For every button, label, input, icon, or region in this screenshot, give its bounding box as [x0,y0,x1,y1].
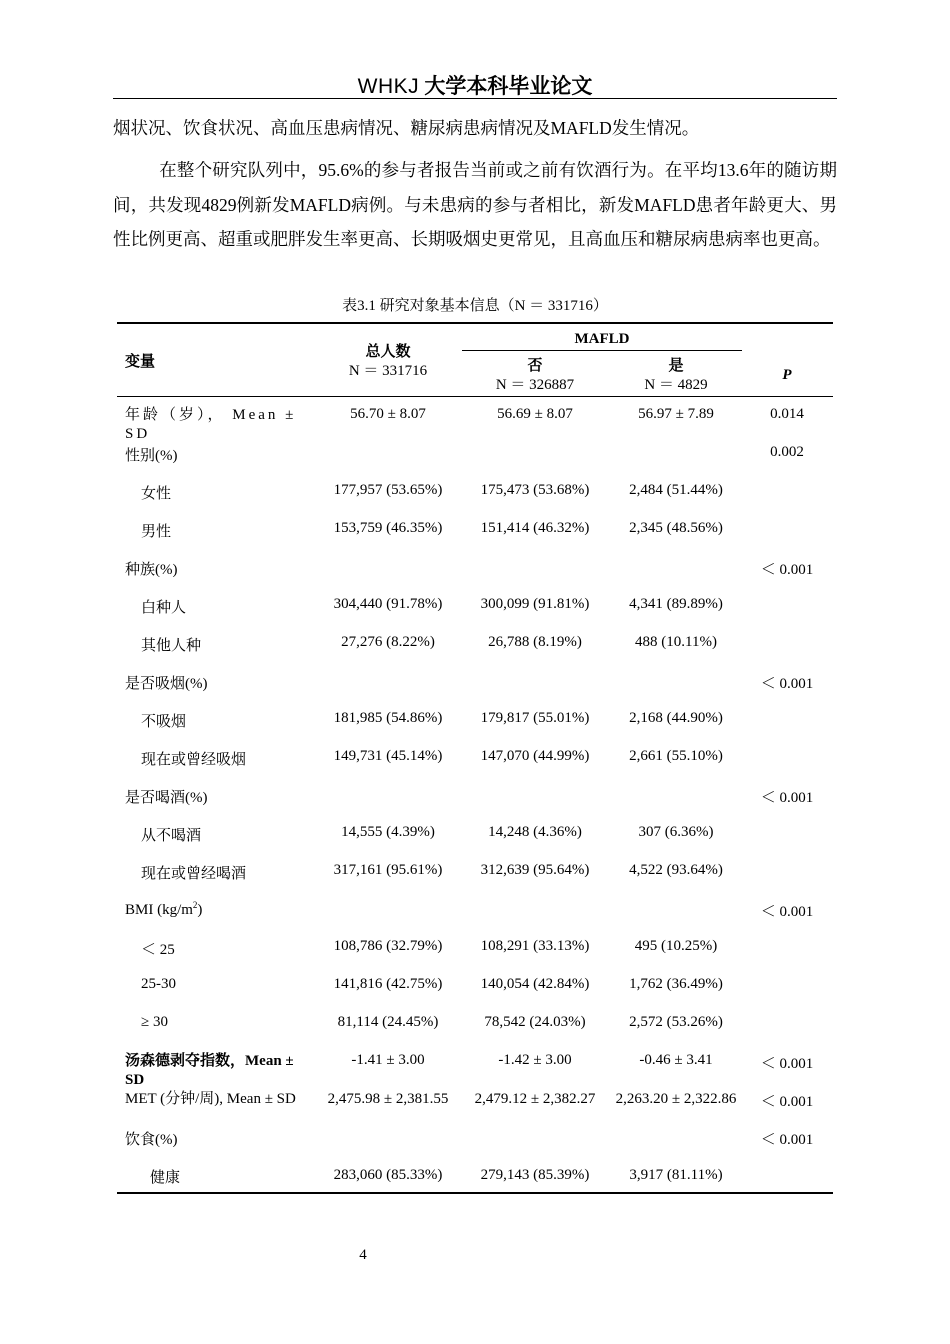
row-label: 是否吸烟(%) [125,676,208,692]
cell-p: ＜ 0.001 [760,562,814,578]
cell-no: 300,099 (91.81%) [480,596,590,612]
table-header-rule [117,396,833,397]
table-row [117,976,833,998]
cell-yes: 2,345 (48.56%) [629,520,723,536]
cell-yes: 307 (6.36%) [638,824,714,840]
row-label-tail: ) [197,902,203,918]
table-row [117,862,833,884]
row-label: 不吸烟 [141,714,187,730]
header-p: P [782,367,792,383]
cell-yes: 495 (10.25%) [634,938,718,954]
cell-no: 140,054 (42.84%) [480,976,590,992]
row-label-superscript: 2 [192,900,198,910]
table-row [117,938,833,960]
cell-p: ＜ 0.001 [760,676,814,692]
table-caption: 表3.1 研究对象基本信息（N ＝ 331716） [342,298,608,314]
cell-total: 81,114 (24.45%) [337,1014,439,1030]
cell-total: 283,060 (85.33%) [333,1167,443,1183]
cell-no: 179,817 (55.01%) [480,710,590,726]
table-row [117,672,833,694]
header-latin: WHKJ [357,75,420,98]
row-label: 健康 [150,1170,181,1186]
cell-total: 14,555 (4.39%) [341,824,435,840]
header-total-label: 总人数 [365,344,411,360]
cell-p: ＜ 0.001 [760,790,814,806]
table-row [117,596,833,618]
header-total [317,343,459,381]
cell-yes: 4,522 (93.64%) [629,862,723,878]
row-label: 从不喝酒 [141,828,202,844]
cell-p: ＜ 0.001 [760,1056,814,1072]
header-yes [605,357,747,395]
table-top-rule [117,322,833,324]
cell-no: 14,248 (4.36%) [488,824,582,840]
header-no-label: 否 [527,358,543,374]
cell-total: 27,276 (8.22%) [341,634,435,650]
row-label: MET (分钟/周), Mean ± SD [125,1091,296,1107]
row-label: 白种人 [141,600,187,616]
table-row [117,786,833,808]
cell-p: ＜ 0.001 [760,1132,814,1148]
table-row [117,634,833,656]
cell-yes: 2,263.20 ± 2,322.86 [615,1091,737,1107]
cell-no: 147,070 (44.99%) [480,748,590,764]
cell-no: 279,143 (85.39%) [480,1167,590,1183]
header-variable: 变量 [125,354,156,370]
cell-no: 312,639 (95.64%) [480,862,590,878]
table-row [117,1052,833,1088]
row-label: 性别(%) [125,448,178,464]
row-label: 汤森德剥夺指数，Mean ± SD [125,1053,294,1088]
paragraph-2 [113,153,837,257]
row-label: 饮食(%) [125,1132,178,1148]
row-label: 种族(%) [125,562,178,578]
cell-yes: 488 (10.11%) [635,634,717,650]
row-label-main: BMI (kg/m [125,902,193,918]
table-row [117,1014,833,1036]
row-label: 25-30 [141,976,176,992]
cell-yes: 4,341 (89.89%) [629,596,723,612]
cell-total: 181,985 (54.86%) [333,710,443,726]
row-label: 女性 [141,486,172,502]
cell-p: 0.014 [770,406,804,422]
mafld-span-rule [462,350,742,351]
page-header [113,70,837,98]
cell-no: 78,542 (24.03%) [484,1014,586,1030]
header-no [464,357,606,395]
cell-total: 304,440 (91.78%) [333,596,443,612]
header-yes-n: N ＝ 4829 [644,377,708,393]
cell-no: 2,479.12 ± 2,382.27 [474,1091,596,1107]
row-label: ≥ 30 [141,1014,168,1030]
header-title: 大学本科毕业论文 [424,74,593,98]
table-row [117,1128,833,1150]
cell-total: 177,957 (53.65%) [333,482,443,498]
cell-yes: 2,484 (51.44%) [629,482,723,498]
header-rule [113,98,837,99]
cell-p: ＜ 0.001 [760,904,814,920]
cell-yes: 2,572 (53.26%) [629,1014,723,1030]
table-row [117,520,833,542]
cell-p: 0.002 [770,444,804,460]
row-label: 其他人种 [141,638,202,654]
row-label: 现在或曾经吸烟 [141,752,247,768]
cell-no: 108,291 (33.13%) [480,938,590,954]
table-row [117,900,833,922]
table-row [117,444,833,466]
cell-total: 317,161 (95.61%) [333,862,443,878]
row-label: 现在或曾经喝酒 [141,866,247,882]
header-mafld: MAFLD [574,331,630,347]
table-row [117,1090,833,1112]
page-number: 4 [359,1247,367,1263]
header-total-n: N ＝ 331716 [348,363,428,379]
table-row [117,710,833,732]
paragraph-1: 烟状况、饮食状况、高血压患病情况、糖尿病患病情况及MAFLD发生情况。 [113,118,700,138]
table-row [117,1166,833,1188]
row-label [125,900,202,919]
cell-yes: 2,661 (55.10%) [629,748,723,764]
table-row [117,748,833,770]
row-label: 年龄（岁）， Mean ± SD [125,407,297,442]
cell-yes: -0.46 ± 3.41 [639,1052,713,1068]
cell-total: 2,475.98 ± 2,381.55 [327,1091,449,1107]
cell-yes: 1,762 (36.49%) [629,976,723,992]
header-no-n: N ＝ 326887 [495,377,575,393]
cell-total: 141,816 (42.75%) [333,976,443,992]
table-row [117,824,833,846]
header-yes-label: 是 [668,358,684,374]
cell-no: -1.42 ± 3.00 [498,1052,572,1068]
table-row [117,406,833,442]
cell-yes: 3,917 (81.11%) [629,1167,723,1183]
cell-total: 108,786 (32.79%) [333,938,443,954]
cell-total: 153,759 (46.35%) [333,520,443,536]
cell-total: 149,731 (45.14%) [333,748,443,764]
cell-yes: 56.97 ± 7.89 [638,406,714,422]
cell-no: 175,473 (53.68%) [480,482,590,498]
row-label: 是否喝酒(%) [125,790,208,806]
cell-p: ＜ 0.001 [760,1094,814,1110]
row-label: 男性 [141,524,172,540]
row-label: ＜ 25 [141,942,175,958]
table-row [117,482,833,504]
cell-no: 151,414 (46.32%) [480,520,590,536]
paragraph-2-text: 在整个研究队列中，95.6%的参与者报告当前或之前有饮酒行为。在平均13.6年的随访期间，共发现4829例新发MAFLD病例。与未患病的参与者相比，新发MAFLD患者年龄更大、男性比例更高、超重或肥胖发生率更高、长期吸烟史更常见，且高血压和糖尿病患病率也更高。 [113,160,837,249]
table-row [117,558,833,580]
cell-no: 26,788 (8.19%) [488,634,582,650]
table-bottom-rule [117,1192,833,1194]
cell-no: 56.69 ± 8.07 [497,406,573,422]
cell-yes: 2,168 (44.90%) [629,710,723,726]
cell-total: -1.41 ± 3.00 [351,1052,425,1068]
cell-total: 56.70 ± 8.07 [350,406,426,422]
